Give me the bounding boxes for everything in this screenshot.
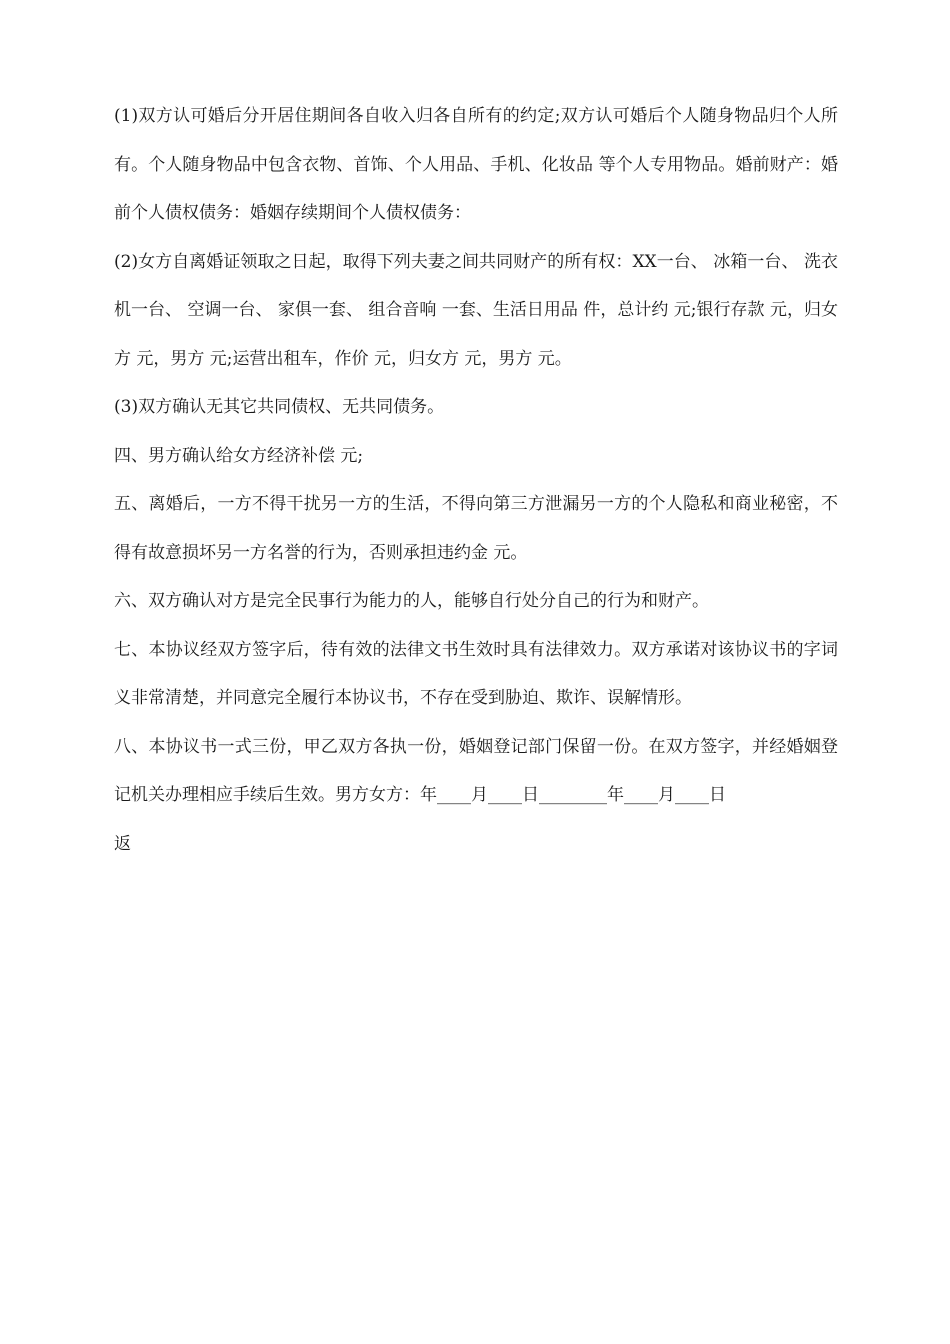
paragraph-section-7: 七、本协议经双方签字后，待有效的法律文书生效时具有法律效力。双方承诺对该协议书的字词义非常清楚，并同意完全履行本协议书，不存在受到胁迫、欺诈、误解情形。: [114, 639, 838, 708]
paragraph-section-5: 五、离婚后，一方不得干扰另一方的生活，不得向第三方泄漏另一方的个人隐私和商业秘密，不得有故意损坏另一方名誉的行为，否则承担违约金 元。: [114, 494, 838, 563]
paragraph-clause-2: (2)女方自离婚证领取之日起，取得下列夫妻之间共同财产的所有权：XX一台、 冰箱一台、 洗衣机一台、 空调一台、 家俱一套、 组合音响 一套、生活日用品 件，总计约 元;银行存款 元，归女方 元，男方 元;运营出租车，作价 元，归女方 元，男方 元。: [114, 251, 838, 369]
paragraph-section-6: 六、双方确认对方是完全民事行为能力的人，能够自行处分自己的行为和财产。: [114, 591, 709, 611]
document-body: [114, 92, 838, 868]
paragraph-trailing: 返: [114, 833, 131, 854]
paragraph-clause-1: (1)双方认可婚后分开居住期间各自收入归各自所有的约定;双方认可婚后个人随身物品归个人所有。个人随身物品中包含衣物、首饰、个人用品、手机、化妆品 等个人专用物品。婚前财产：婚前个人债权债务：婚姻存续期间个人债权债务：: [114, 106, 838, 223]
paragraph-section-4: 四、男方确认给女方经济补偿 元;: [114, 445, 364, 466]
paragraph-section-8: 八、本协议书一式三份，甲乙双方各执一份，婚姻登记部门保留一份。在双方签字，并经婚姻登记机关办理相应手续后生效。男方女方：年____月____日________年____月____日: [114, 736, 838, 805]
paragraph-clause-3: (3)双方确认无其它共同债权、无共同债务。: [114, 397, 445, 417]
